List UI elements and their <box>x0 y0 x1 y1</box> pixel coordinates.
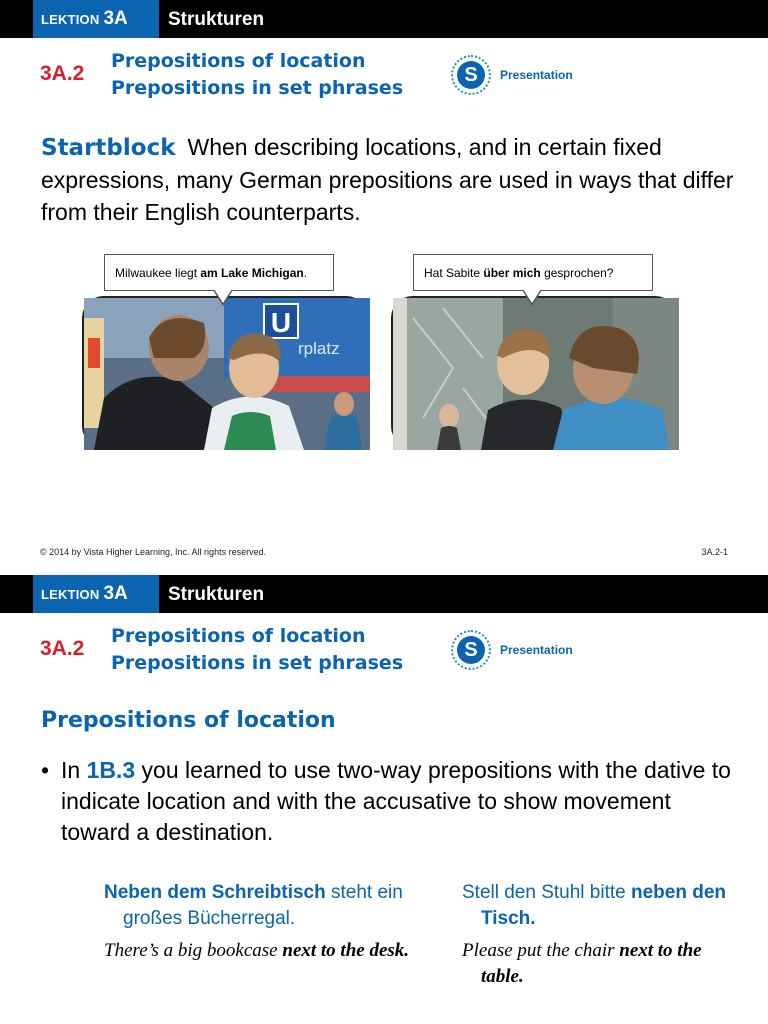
lesson-title-1: Prepositions of location <box>111 50 366 72</box>
presentation-badge[interactable] <box>451 55 573 95</box>
cross-reference-link[interactable]: 1B.3 <box>86 757 136 783</box>
badge-label: Presentation <box>500 643 573 657</box>
lesson-code: 3A.2 <box>40 637 85 660</box>
startblock-text: When describing locations, and in certain fixed expressions, many German prepositions are used in ways that differ from their English counterparts. <box>41 134 734 225</box>
section-title: Strukturen <box>168 9 265 30</box>
lesson-code: 3A.2 <box>40 62 85 85</box>
bubble-1-post: . <box>303 265 308 280</box>
lektion-number: 3A <box>103 583 128 604</box>
presentation-badge[interactable] <box>451 630 573 670</box>
lektion-tab <box>33 0 159 38</box>
lektion-number: 3A <box>103 8 128 29</box>
bullet-post: you learned to use two-way prepositions with the dative to indicate location and with the accusative to show movement toward a destination. <box>61 757 731 845</box>
example-1-german <box>104 880 434 932</box>
presentation-icon <box>451 55 491 95</box>
example-1-english <box>104 938 434 964</box>
photo-2-image <box>393 298 679 450</box>
bubble-2-bold: über mich <box>483 265 541 280</box>
example-1 <box>104 880 434 964</box>
lesson-title-2: Prepositions in set phrases <box>111 652 404 674</box>
page-number: 3A.2-1 <box>701 547 728 557</box>
photo-1-sign-text: rplatz <box>298 339 340 358</box>
header-bar <box>0 575 768 613</box>
bubble-2-pre: Hat Sabite <box>424 265 484 280</box>
badge-letter: S <box>457 61 485 89</box>
example-2-english <box>462 938 742 990</box>
header-bar <box>0 0 768 38</box>
bubble-2-post: gesprochen? <box>540 265 614 280</box>
section-title: Strukturen <box>168 584 265 605</box>
lesson-titles <box>111 48 403 102</box>
copyright-footer: © 2014 by Vista Higher Learning, Inc. All rights reserved. <box>40 547 267 557</box>
bullet-dot-icon: • <box>41 757 50 783</box>
lesson-title-1: Prepositions of location <box>111 625 366 647</box>
example-2-english-bold: next to the table. <box>481 940 702 987</box>
bubble-1-bold: am Lake Michigan <box>200 265 304 280</box>
bubble-1-tail <box>214 289 232 303</box>
example-1-german-bold: Neben dem Schreibtisch <box>104 882 326 903</box>
example-1-english-bold: next to the desk. <box>282 940 410 961</box>
photo-1-image <box>84 298 370 450</box>
bubble-2-tail <box>523 289 541 303</box>
photo-panel-2 <box>391 254 677 450</box>
example-1-english-pre: There’s a big bookcase <box>104 940 283 961</box>
example-2-german-bold: neben den Tisch. <box>481 882 727 929</box>
bubble-1-pre: Milwaukee liegt <box>115 265 201 280</box>
startblock-label: Startblock <box>41 135 176 161</box>
photo-1-sign-letter: U <box>270 307 292 338</box>
speech-bubble-1 <box>104 254 334 291</box>
example-2 <box>462 880 742 990</box>
photo-panel-1 <box>82 254 368 450</box>
example-2-german-pre: Stell den Stuhl bitte <box>462 882 631 903</box>
slide-2 <box>0 575 768 1024</box>
speech-bubble-2 <box>413 254 653 291</box>
lesson-titles <box>111 623 403 677</box>
lesson-title-2: Prepositions in set phrases <box>111 77 404 99</box>
lektion-tab <box>33 575 159 613</box>
presentation-icon <box>451 630 491 670</box>
section-heading: Prepositions of location <box>41 708 336 733</box>
example-2-english-pre: Please put the chair <box>462 940 620 961</box>
bullet-text <box>61 755 741 848</box>
photo-1 <box>82 296 368 448</box>
example-2-german <box>462 880 742 932</box>
bullet-point <box>41 755 741 848</box>
photo-2 <box>391 296 677 448</box>
example-1-german-rest: steht ein großes Bücherregal. <box>123 882 403 929</box>
badge-label: Presentation <box>500 68 573 82</box>
startblock-paragraph <box>41 131 741 228</box>
badge-letter: S <box>457 636 485 664</box>
lektion-label: LEKTION <box>41 586 100 602</box>
lektion-label: LEKTION <box>41 11 100 27</box>
bullet-pre: In <box>61 757 87 783</box>
